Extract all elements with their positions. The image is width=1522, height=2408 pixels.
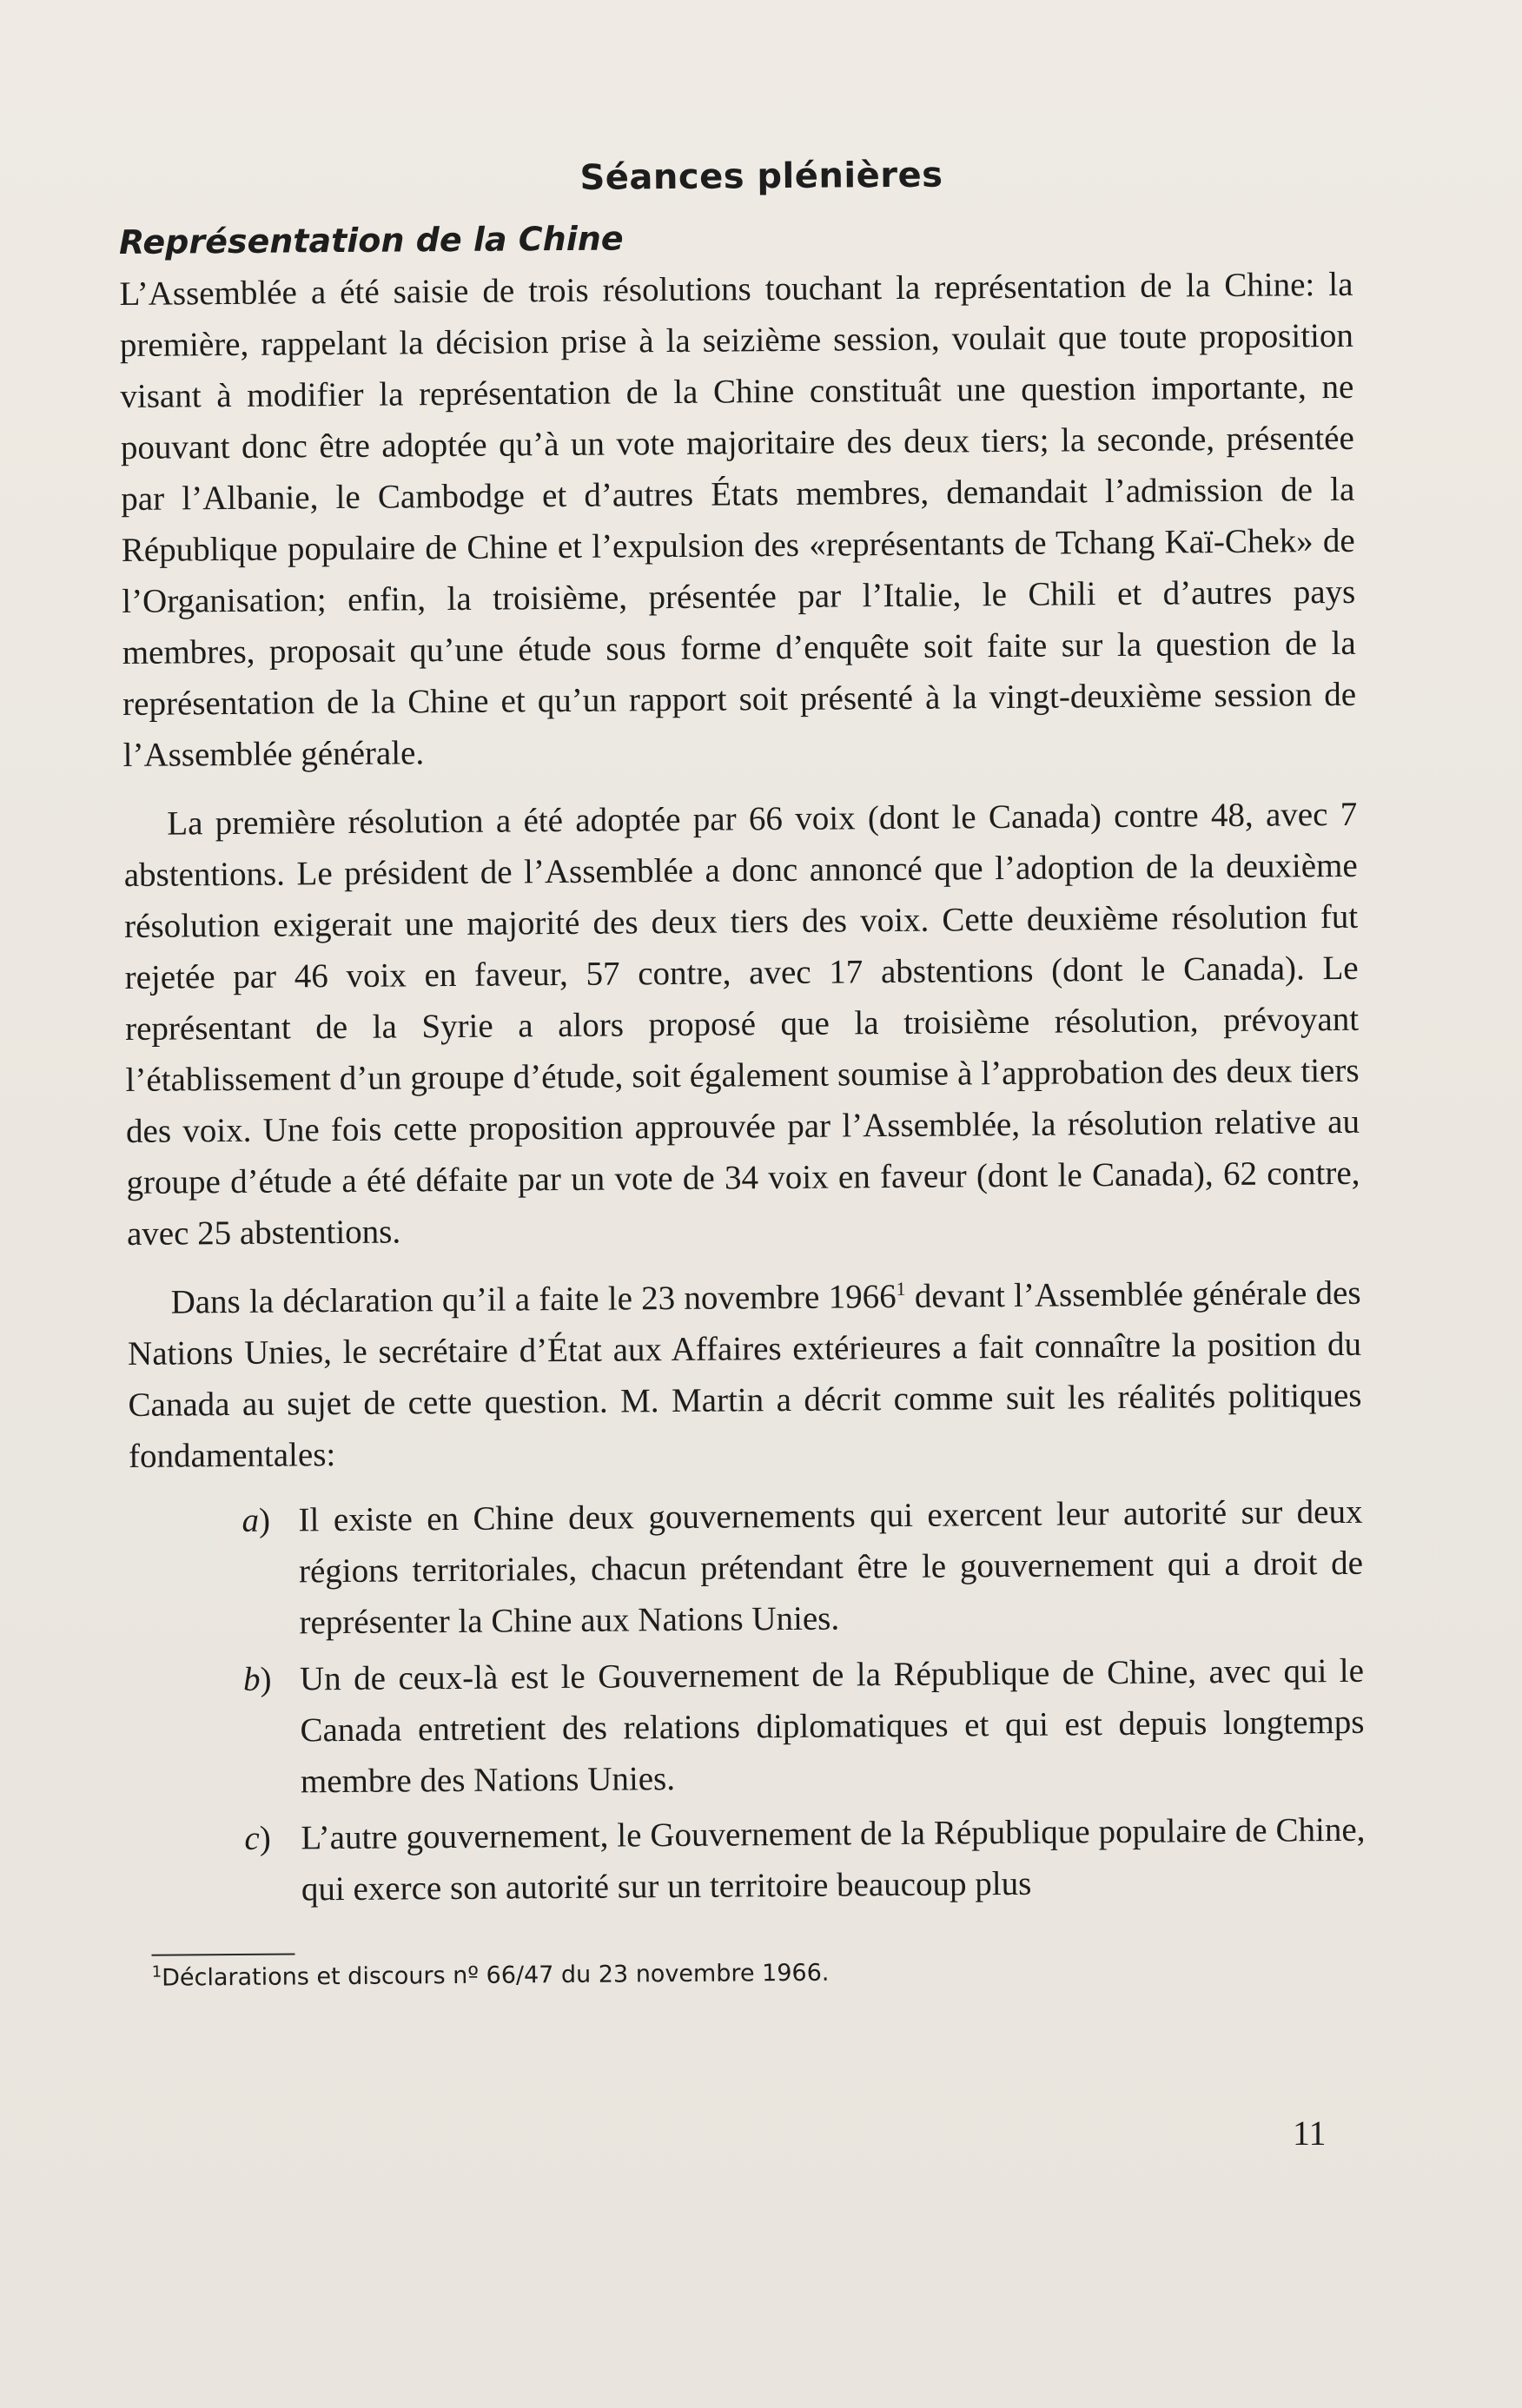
footnote-text: Déclarations et discours nº 66/47 du 23 novembre 1966. [162, 1959, 830, 1992]
list-item-text: L’autre gouvernement, le Gouvernement de la République populaire de Chine, qui exerce son autorité sur un territoire beaucoup plus [301, 1810, 1366, 1909]
paragraph-3-text-start: Dans la déclaration qu’il a faite le 23 novembre 1966 [170, 1278, 897, 1321]
list-item [129, 1486, 1363, 1650]
list-marker-letter: c [244, 1819, 260, 1857]
list-marker-paren: ) [260, 1660, 272, 1698]
list-marker [242, 1495, 270, 1546]
footnote-divider [151, 1953, 294, 1955]
paragraph-1: L’Assemblée a été saisie de trois résolutions touchant la représentation de la Chine: la première, rappelant la décision prise à la seizième session, voulait que toute proposition visant à modifier la représentation de la Chine constituât une question importante, ne pouvant donc être adoptée qu’à un vote majoritaire des deux tiers; la seconde, présentée par l’Albanie, le Cambodge et d’autres États membres, demandait l’admission de la République populaire de Chine et l’expulsion des «représentants de Tchang Kaï-Chek» de l’Organisation; enfin, la troisième, présentée par l’Italie, le Chili et d’autres pays membres, proposait qu’une étude sous forme d’enquête soit faite sur la question de la représentation de la Chine et qu’un rapport soit présenté à la vingt-deuxième session de l’Assemblée générale. [119, 265, 1357, 774]
list-marker-paren: ) [258, 1501, 271, 1539]
list-item-text: Il existe en Chine deux gouvernements qui exercent leur autorité sur deux régions territoriales, chacun prétendant être le gouvernement qui a droit de représenter la Chine aux Nations Unies. [298, 1492, 1364, 1642]
page-number: 11 [1293, 2114, 1327, 2153]
list-item [131, 1804, 1366, 1916]
list-marker [244, 1813, 271, 1864]
section-title: Séances plénières [579, 155, 943, 198]
footnote [152, 1954, 1366, 1995]
paragraph-3-text-end: devant l’Assemblée générale des Nations Unies, le secrétaire d’État aux Affaires extérieures a fait connaître la position du Canada au sujet de cette question. M. Martin a décrit comme suit les réalités politiques fondamentales: [127, 1273, 1362, 1475]
paragraph-2: La première résolution a été adoptée par 66 voix (dont le Canada) contre 48, avec 7 abstentions. Le président de l’Assemblée a donc annoncé que l’adoption de la deuxième résolution exigerait une majorité des deux tiers des voix. Cette deuxième résolution fut rejetée par 46 voix en faveur, 57 contre, avec 17 abstentions (dont le Canada). Le représentant de la Syrie a alors proposé que la troisième résolution, prévoyant l’établissement d’un groupe d’étude, soit également soumise à l’approbation des deux tiers des voix. Une fois cette proposition approuvée par l’Assemblée, la résolution relative au groupe d’étude a été défaite par un vote de 34 voix en faveur (dont le Canada), 62 contre, avec 25 abstentions. [123, 795, 1360, 1253]
page-content [118, 121, 1366, 1995]
list-item [130, 1645, 1365, 1809]
list-marker [243, 1654, 272, 1705]
list-marker-paren: ) [259, 1819, 271, 1857]
subheading: Représentation de la Chine [118, 219, 624, 261]
list-item-text: Un de ceux-là est le Gouvernement de la République de Chine, avec qui le Canada entretient des relations diplomatiques et qui est depuis longtemps membre des Nations Unies. [299, 1651, 1365, 1801]
list-marker-letter: a [242, 1501, 260, 1539]
list-marker-letter: b [242, 1660, 261, 1698]
enumerated-list [129, 1486, 1366, 1916]
footnote-reference: 1 [896, 1277, 906, 1300]
footnote-number: 1 [151, 1962, 162, 1981]
paragraph-3 [127, 1267, 1362, 1482]
